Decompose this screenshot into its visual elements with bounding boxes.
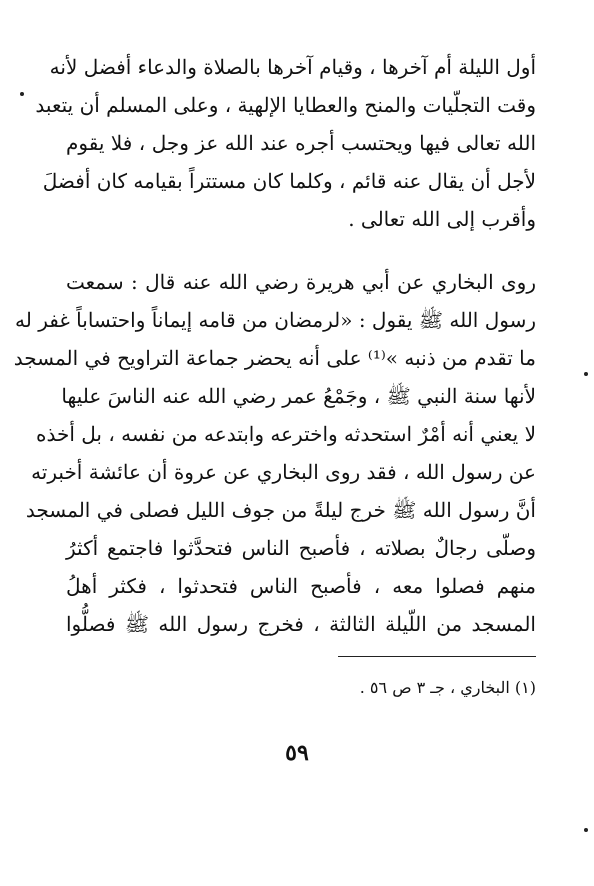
text-line: لا يعني أنه أمْرٌ استحدثه واخترعه وابتدعه من نفسه ، بل أخذه bbox=[36, 422, 536, 446]
paragraph-2 bbox=[13, 263, 537, 643]
footnote-divider bbox=[338, 656, 536, 657]
text-line: روى البخاري عن أبي هريرة رضي الله عنه قال : سمعت bbox=[66, 270, 536, 294]
text-line: رسول الله ﷺ يقول : «لرمضان من قامه إيماناً واحتساباً غفر له bbox=[15, 308, 536, 332]
text-line: أول الليلة أم آخرها ، وقيام آخرها بالصلاة والدعاء أفضل لأنه bbox=[49, 55, 536, 79]
text-line: وصلّى رجالٌ بصلاته ، فأصبح الناس فتحدَّثوا فاجتمع أكثرُ bbox=[66, 536, 536, 560]
text-line: لأجل أن يقال عنه قائم ، وكلما كان مستتراً بقيامه كان أفضلَ bbox=[42, 169, 536, 193]
text-line: ما تقدم من ذنبه »⁽¹⁾ على أنه يحضر جماعة التراويح في المسجد bbox=[13, 346, 536, 370]
text-line: المسجد من اللّيلة الثالثة ، فخرج رسول الله ﷺ فصلُّوا bbox=[66, 612, 536, 636]
text-line: وقت التجلّيات والمنح والعطايا الإلهية ، وعلى المسلم أن يتعبد bbox=[35, 93, 536, 117]
text-line: عن رسول الله ، فقد روى البخاري عن عروة أن عائشة أخبرته bbox=[31, 460, 536, 484]
margin-mark bbox=[584, 372, 588, 376]
page-number: ٥٩ bbox=[285, 740, 309, 766]
text-line: وأقرب إلى الله تعالى . bbox=[348, 207, 536, 231]
margin-mark bbox=[20, 92, 24, 96]
text-line: لأنها سنة النبي ﷺ ، وجَمْعُ عمر رضي الله عنه الناسَ عليها bbox=[61, 384, 536, 408]
paragraph-1 bbox=[35, 48, 536, 238]
margin-mark bbox=[584, 828, 588, 832]
footnote: (١) البخاري ، جـ ٣ ص ٥٦ . bbox=[359, 678, 536, 697]
text-line: أنَّ رسول الله ﷺ خرج ليلةً من جوف الليل فصلى في المسجد bbox=[25, 498, 536, 522]
text-line: منهم فصلوا معه ، فأصبح الناس فتحدثوا ، فكثر أهلُ bbox=[66, 574, 537, 598]
text-line: الله تعالى فيها ويحتسب أجره عند الله عز وجل ، فلا يقوم bbox=[66, 131, 536, 155]
